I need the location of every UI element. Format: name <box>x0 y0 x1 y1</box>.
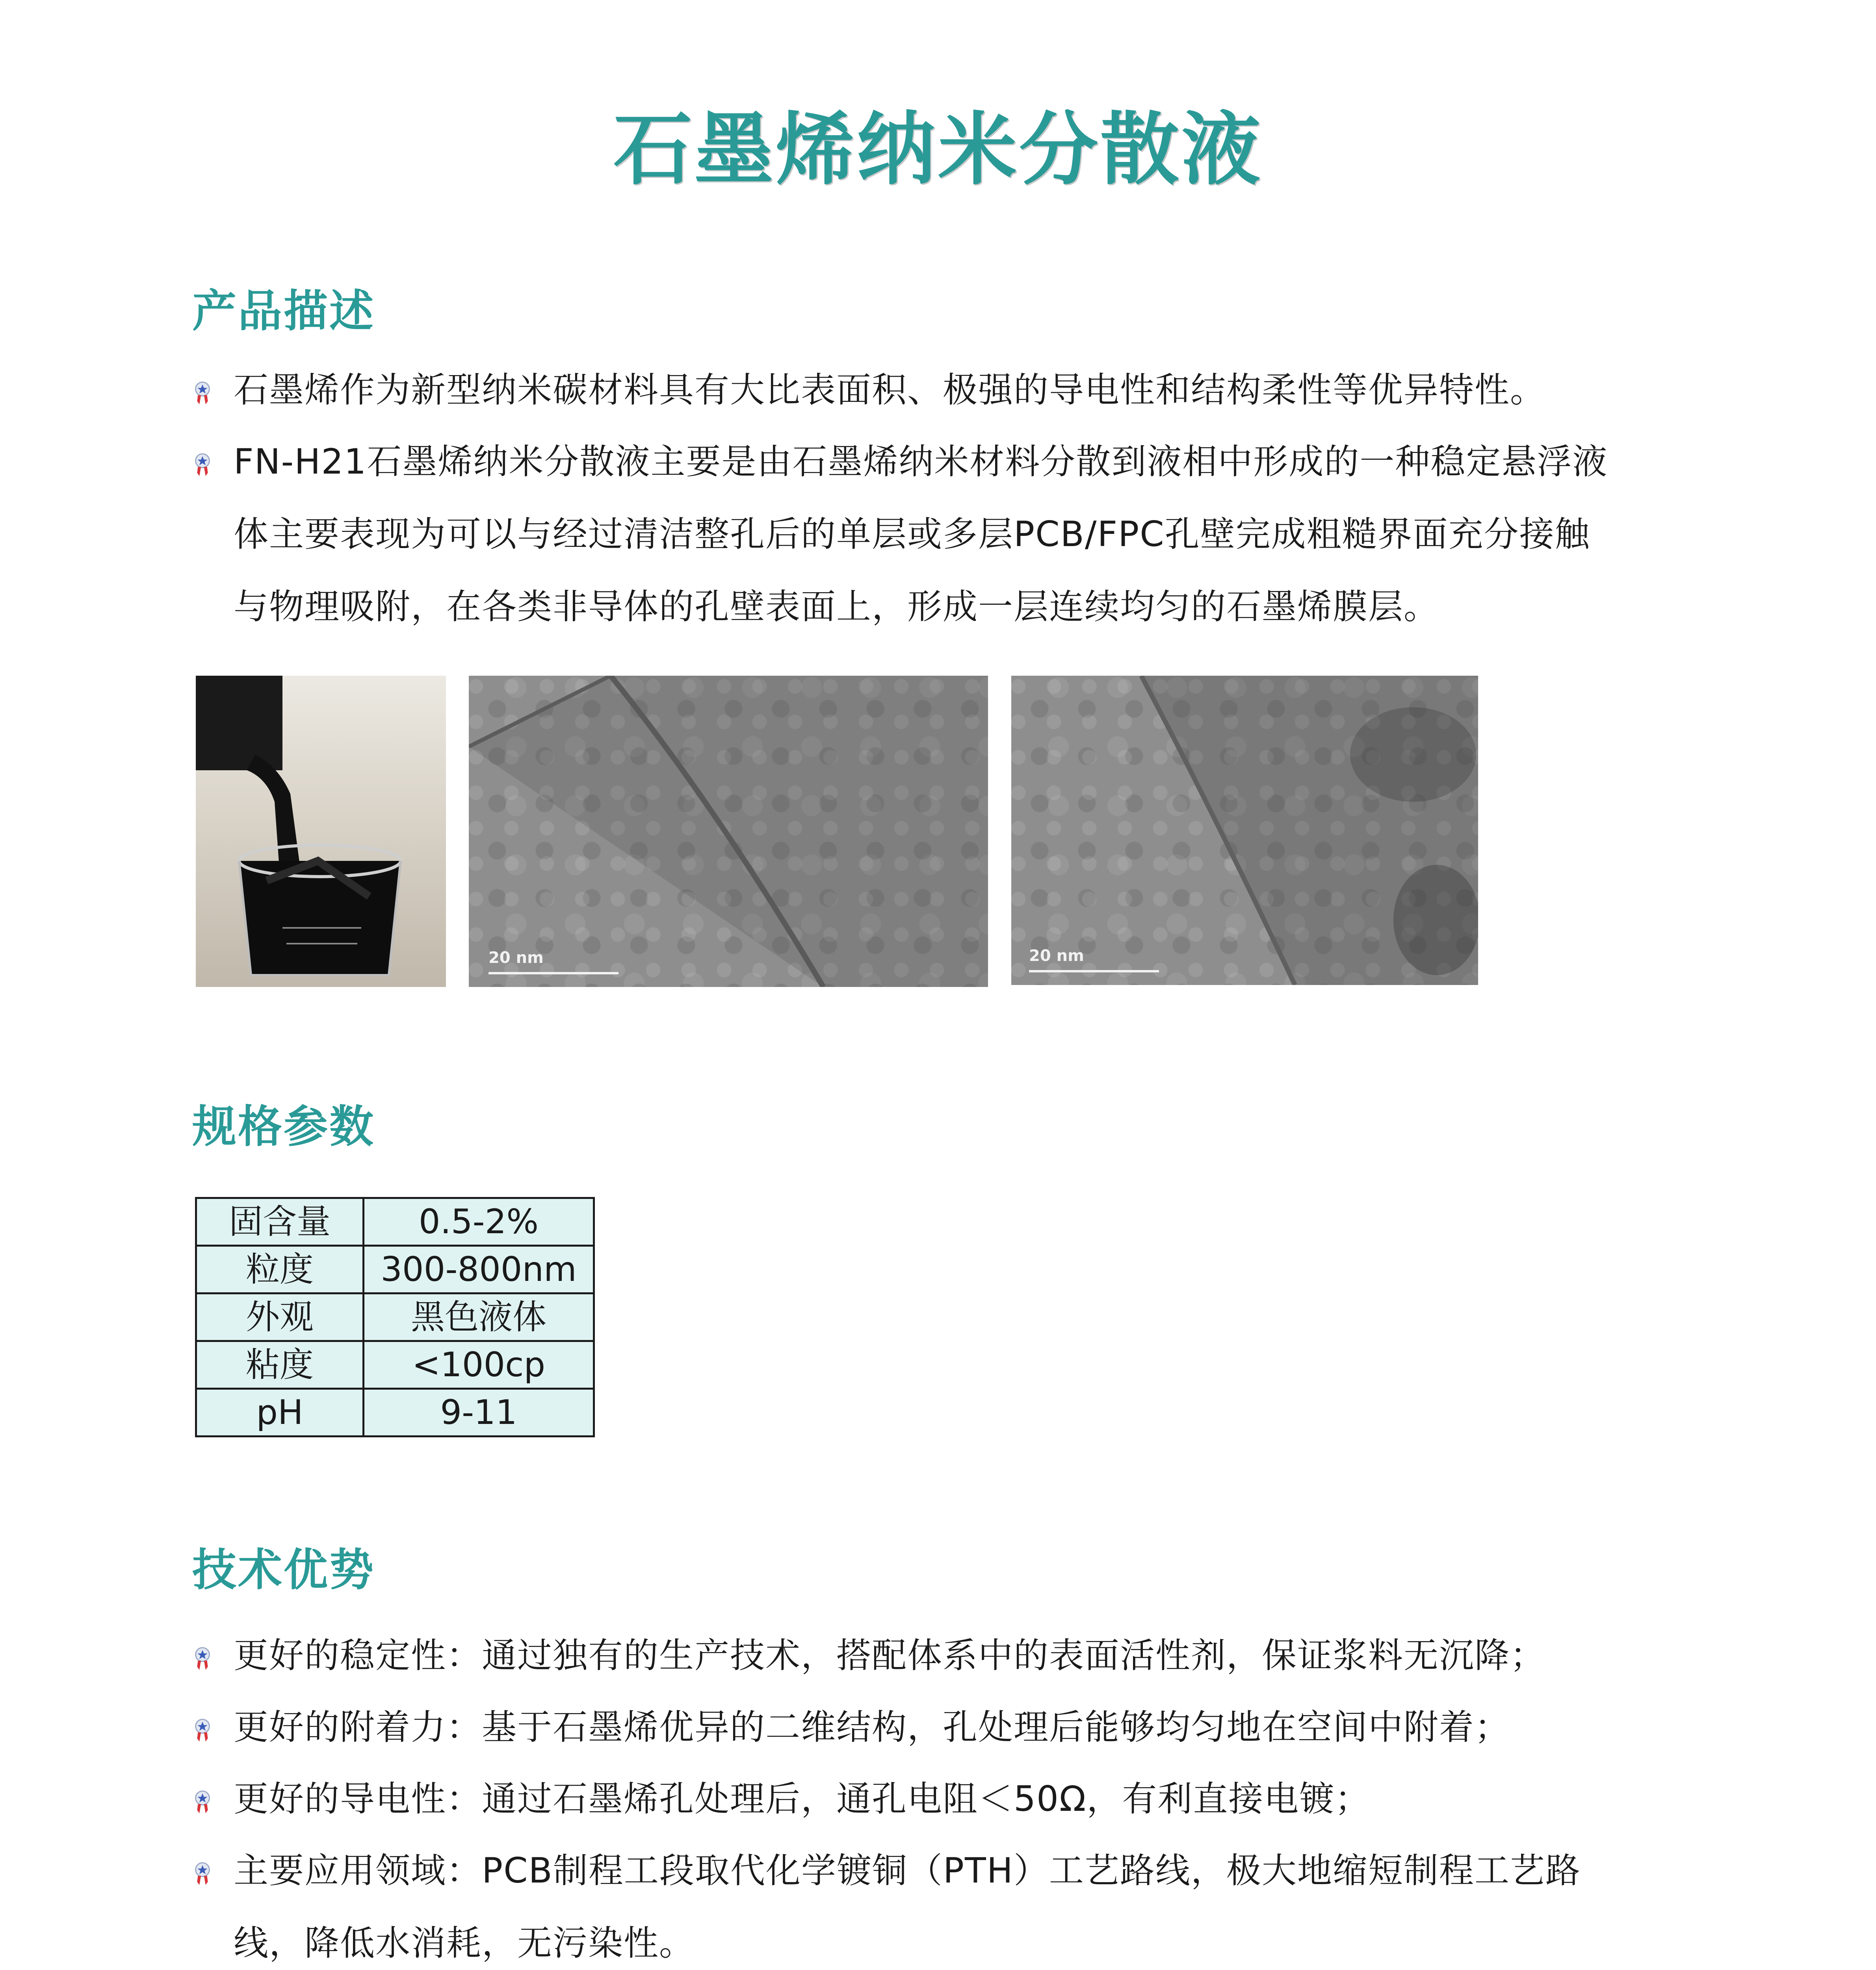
spec-value: 0.5-2% <box>364 1198 594 1246</box>
bullet-badge-icon <box>193 1647 212 1671</box>
table-row <box>196 1341 594 1389</box>
bullet-badge-icon <box>193 1790 212 1815</box>
advantage-text: 更好的附着力：基于石墨烯优异的二维结构，孔处理后能够均匀地在空间中附着； <box>234 1707 1510 1747</box>
spec-value: 黑色液体 <box>364 1294 594 1341</box>
spec-key: 粒度 <box>196 1246 364 1294</box>
section-heading-advantages: 技术优势 <box>192 1544 375 1596</box>
description-text: 与物理吸附，在各类非导体的孔壁表面上，形成一层连续均匀的石墨烯膜层。 <box>234 586 1440 627</box>
description-text: FN-H21石墨烯纳米分散液主要是由石墨烯纳米材料分散到液相中形成的一种稳定悬浮液 <box>234 441 1608 482</box>
table-row <box>196 1294 594 1341</box>
bullet-badge-icon <box>193 1719 212 1743</box>
spec-key: 粘度 <box>196 1341 364 1389</box>
advantage-bullet-2 <box>234 1691 1723 1764</box>
beaker-photo <box>196 676 446 987</box>
table-row <box>196 1198 594 1246</box>
tem-image-1 <box>469 676 988 987</box>
advantage-text: 更好的导电性：通过石墨烯孔处理后，通孔电阻＜50Ω，有利直接电镀； <box>234 1779 1371 1819</box>
spec-value: <100cp <box>364 1341 594 1389</box>
advantage-text: 主要应用领域：PCB制程工段取代化学镀铜（PTH）工艺路线，极大地缩短制程工艺路 <box>234 1850 1581 1891</box>
bullet-badge-icon <box>193 381 212 406</box>
bullet-badge-icon <box>193 453 212 478</box>
spec-key: 外观 <box>196 1294 364 1341</box>
section-heading-description: 产品描述 <box>192 286 375 337</box>
description-text: 石墨烯作为新型纳米碳材料具有大比表面积、极强的导电性和结构柔性等优异特性。 <box>234 370 1546 410</box>
tem-image-2 <box>1011 676 1478 985</box>
spec-key: 固含量 <box>196 1198 364 1246</box>
bullet-badge-icon <box>193 1862 212 1886</box>
advantage-text: 更好的稳定性：通过独有的生产技术，搭配体系中的表面活性剂，保证浆料无沉降； <box>234 1635 1546 1676</box>
advantage-bullet-4 <box>234 1834 1723 1970</box>
scale-bar-label: 20 nm <box>1029 947 1084 965</box>
advantage-bullet-1 <box>234 1619 1723 1692</box>
spec-value: 300-800nm <box>364 1246 594 1294</box>
description-text: 体主要表现为可以与经过清洁整孔后的单层或多层PCB/FPC孔壁完成粗糙界面充分接触 <box>234 514 1590 554</box>
description-bullet-1 <box>234 354 1723 426</box>
section-heading-specs: 规格参数 <box>192 1101 375 1152</box>
spec-key: pH <box>196 1389 364 1437</box>
table-row <box>196 1389 594 1437</box>
table-row <box>196 1246 594 1294</box>
advantage-text: 线，降低水消耗，无污染性。 <box>234 1923 695 1963</box>
description-bullet-2 <box>234 426 1723 643</box>
page-title: 石墨烯纳米分散液 <box>613 104 1263 196</box>
spec-value: 9-11 <box>364 1389 594 1437</box>
advantage-bullet-3 <box>234 1763 1723 1835</box>
scale-bar-label: 20 nm <box>489 949 544 967</box>
spec-table <box>195 1197 595 1437</box>
